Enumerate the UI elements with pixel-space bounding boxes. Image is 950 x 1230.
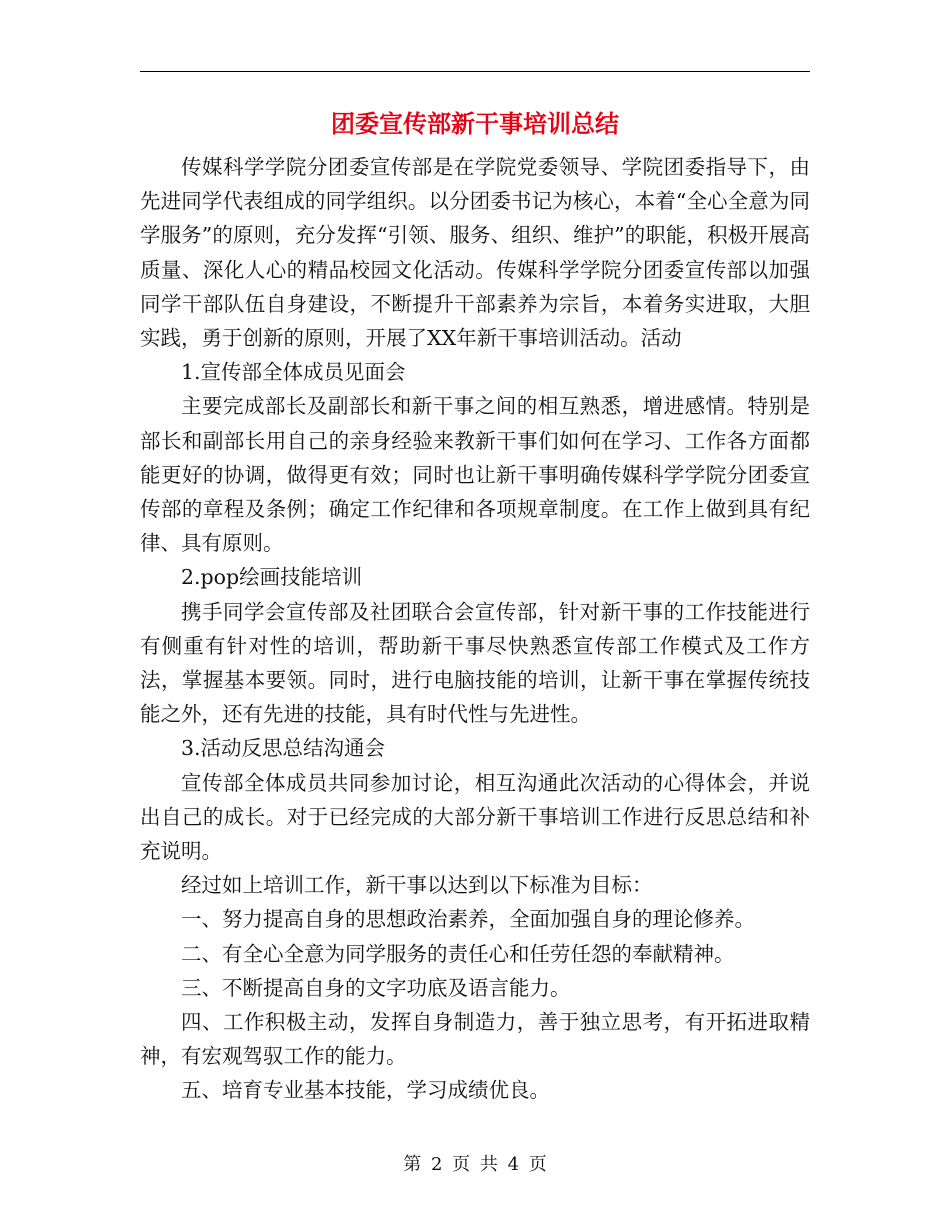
goal-item-1: 一、努力提高自身的思想政治素养，全面加强自身的理论修养。 bbox=[181, 907, 755, 932]
goal-item-2: 二、有全心全意为同学服务的责任心和任劳任怨的奉献精神。 bbox=[181, 941, 735, 966]
goal-item-5: 五、培育专业基本技能，学习成绩优良。 bbox=[181, 1078, 550, 1103]
header-rule bbox=[140, 71, 810, 72]
goal-item-3: 三、不断提高自身的文字功底及语言能力。 bbox=[181, 975, 571, 1000]
section-paragraph-1: 主要完成部长及副部长和新干事之间的相互熟悉，增进感情。特别是部长和副部长用自己的亲身经验来教新干事们如何在学习、工作各方面都能更好的协调，做得更有效；同时也让新干事明确传媒科学学院分团委宣传部的章程及条例；确定工作纪律和各项规章制度。在工作上做到具有纪律、具有原则。 bbox=[140, 394, 810, 556]
document-body bbox=[140, 150, 810, 1108]
section-heading-2: 2.pop绘画技能培训 bbox=[181, 565, 363, 590]
section-heading-1: 1.宣传部全体成员见面会 bbox=[181, 360, 406, 385]
section-paragraph-2: 携手同学会宣传部及社团联合会宣传部，针对新干事的工作技能进行有侧重有针对性的培训，帮助新干事尽快熟悉宣传部工作模式及工作方法，掌握基本要领。同时，进行电脑技能的培训，让新干事在掌握传统技能之外，还有先进的技能，具有时代性与先进性。 bbox=[140, 599, 810, 727]
section-heading-3: 3.活动反思总结沟通会 bbox=[181, 736, 386, 761]
document-title: 团委宣传部新干事培训总结 bbox=[331, 109, 619, 138]
section-paragraph-3: 宣传部全体成员共同参加讨论，相互沟通此次活动的心得体会，并说出自己的成长。对于已经完成的大部分新干事培训工作进行反思总结和补充说明。 bbox=[140, 770, 810, 864]
goal-item-4: 四、工作积极主动，发挥自身制造力，善于独立思考，有开拓进取精神，有宏观驾驭工作的能力。 bbox=[140, 1010, 810, 1069]
intro-paragraph: 传媒科学学院分团委宣传部是在学院党委领导、学院团委指导下，由先进同学代表组成的同学组织。以分团委书记为核心，本着“全心全意为同学服务”的原则，充分发挥“引领、服务、组织、维护”的职能，积极开展高质量、深化人心的精品校园文化活动。传媒科学学院分团委宣传部以加强同学干部队伍自身建设，不断提升干部素养为宗旨，本着务实进取，大胆实践，勇于创新的原则，开展了XX年新干事培训活动。活动 bbox=[140, 155, 810, 351]
goals-intro: 经过如上培训工作，新干事以达到以下标准为目标： bbox=[181, 873, 653, 898]
page-number: 第 2 页 共 4 页 bbox=[403, 1154, 547, 1175]
